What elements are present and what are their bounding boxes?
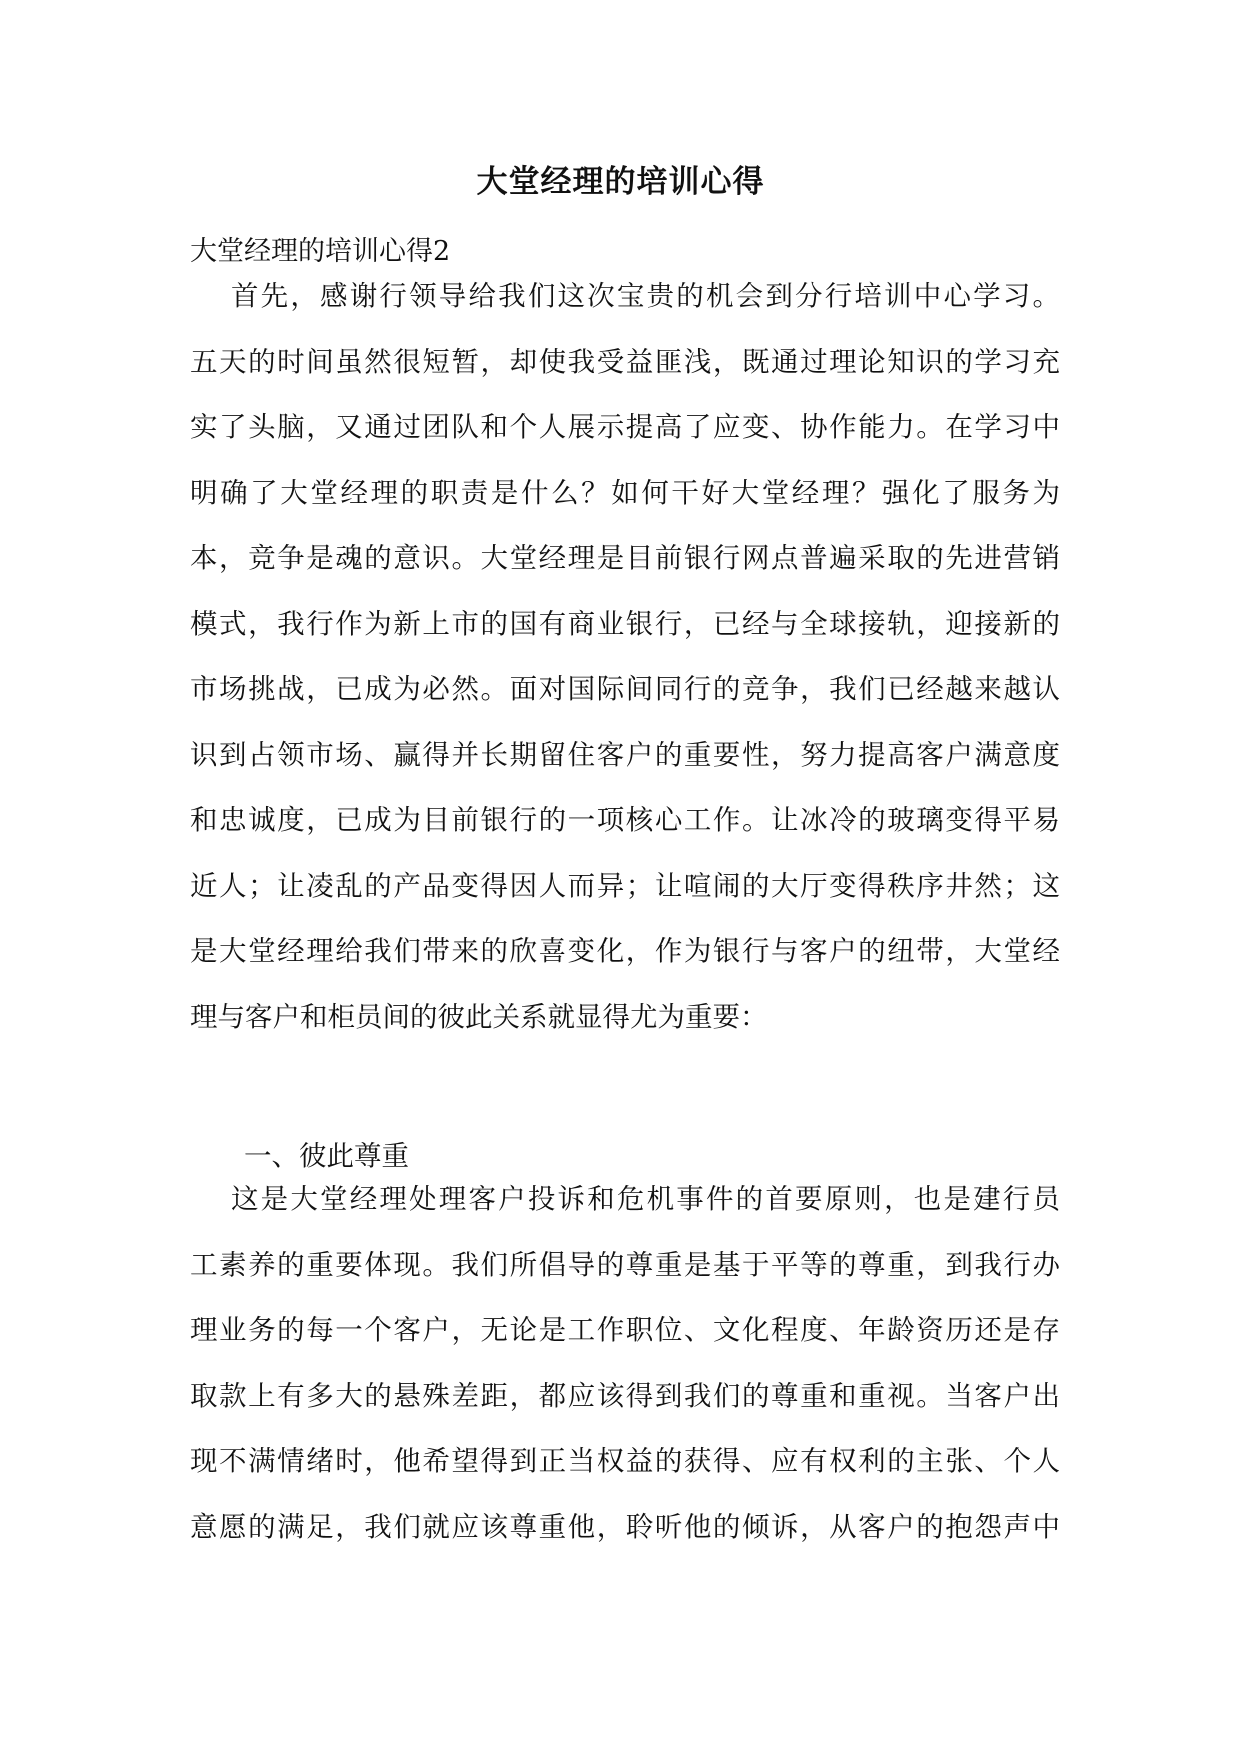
paragraph-line: 识到占领市场、赢得并长期留住客户的重要性，努力提高客户满意度 — [190, 738, 1060, 771]
paragraph-line: 和忠诚度，已成为目前银行的一项核心工作。让冰冷的玻璃变得平易 — [190, 804, 1060, 836]
paragraph-line: 明确了大堂经理的职责是什么？如何干好大堂经理？强化了服务为 — [190, 476, 1060, 509]
document-subtitle: 大堂经理的培训心得2 — [190, 236, 451, 267]
paragraph-line: 是大堂经理给我们带来的欣喜变化，作为银行与客户的纽带，大堂经 — [190, 935, 1060, 967]
paragraph-line: 理业务的每一个客户，无论是工作职位、文化程度、年龄资历还是存 — [190, 1314, 1060, 1346]
paragraph-line: 首先，感谢行领导给我们这次宝贵的机会到分行培训中心学习。 — [231, 280, 1060, 312]
document-title: 大堂经理的培训心得 — [476, 164, 765, 200]
paragraph-line: 五天的时间虽然很短暂，却使我受益匪浅，既通过理论知识的学习充 — [190, 345, 1060, 378]
paragraph-line: 工素养的重要体现。我们所倡导的尊重是基于平等的尊重，到我行办 — [190, 1248, 1060, 1281]
paragraph-line: 近人；让凌乱的产品变得因人而异；让喧闹的大厅变得秩序井然；这 — [190, 869, 1060, 902]
paragraph-line: 这是大堂经理处理客户投诉和危机事件的首要原则，也是建行员 — [231, 1183, 1060, 1215]
paragraph-intro — [190, 264, 1060, 1050]
paragraph-line: 取款上有多大的悬殊差距，都应该得到我们的尊重和重视。当客户出 — [190, 1379, 1060, 1412]
paragraph-line: 意愿的满足，我们就应该尊重他，聆听他的倾诉，从客户的抱怨声中 — [190, 1510, 1060, 1543]
paragraph-line: 现不满情绪时，他希望得到正当权益的获得、应有权利的主张、个人 — [190, 1445, 1060, 1477]
paragraph-line: 理与客户和柜员间的彼此关系就显得尤为重要： — [190, 1000, 768, 1033]
paragraph-respect — [190, 1167, 1060, 1560]
section-heading: 一、彼此尊重 — [244, 1140, 409, 1172]
paragraph-line: 市场挑战，已成为必然。面对国际间同行的竞争，我们已经越来越认 — [190, 673, 1060, 705]
paragraph-line: 模式，我行作为新上市的国有商业银行，已经与全球接轨，迎接新的 — [190, 607, 1060, 640]
paragraph-line: 实了头脑，又通过团队和个人展示提高了应变、协作能力。在学习中 — [190, 411, 1060, 443]
paragraph-line: 本，竞争是魂的意识。大堂经理是目前银行网点普遍采取的先进营销 — [190, 542, 1060, 574]
